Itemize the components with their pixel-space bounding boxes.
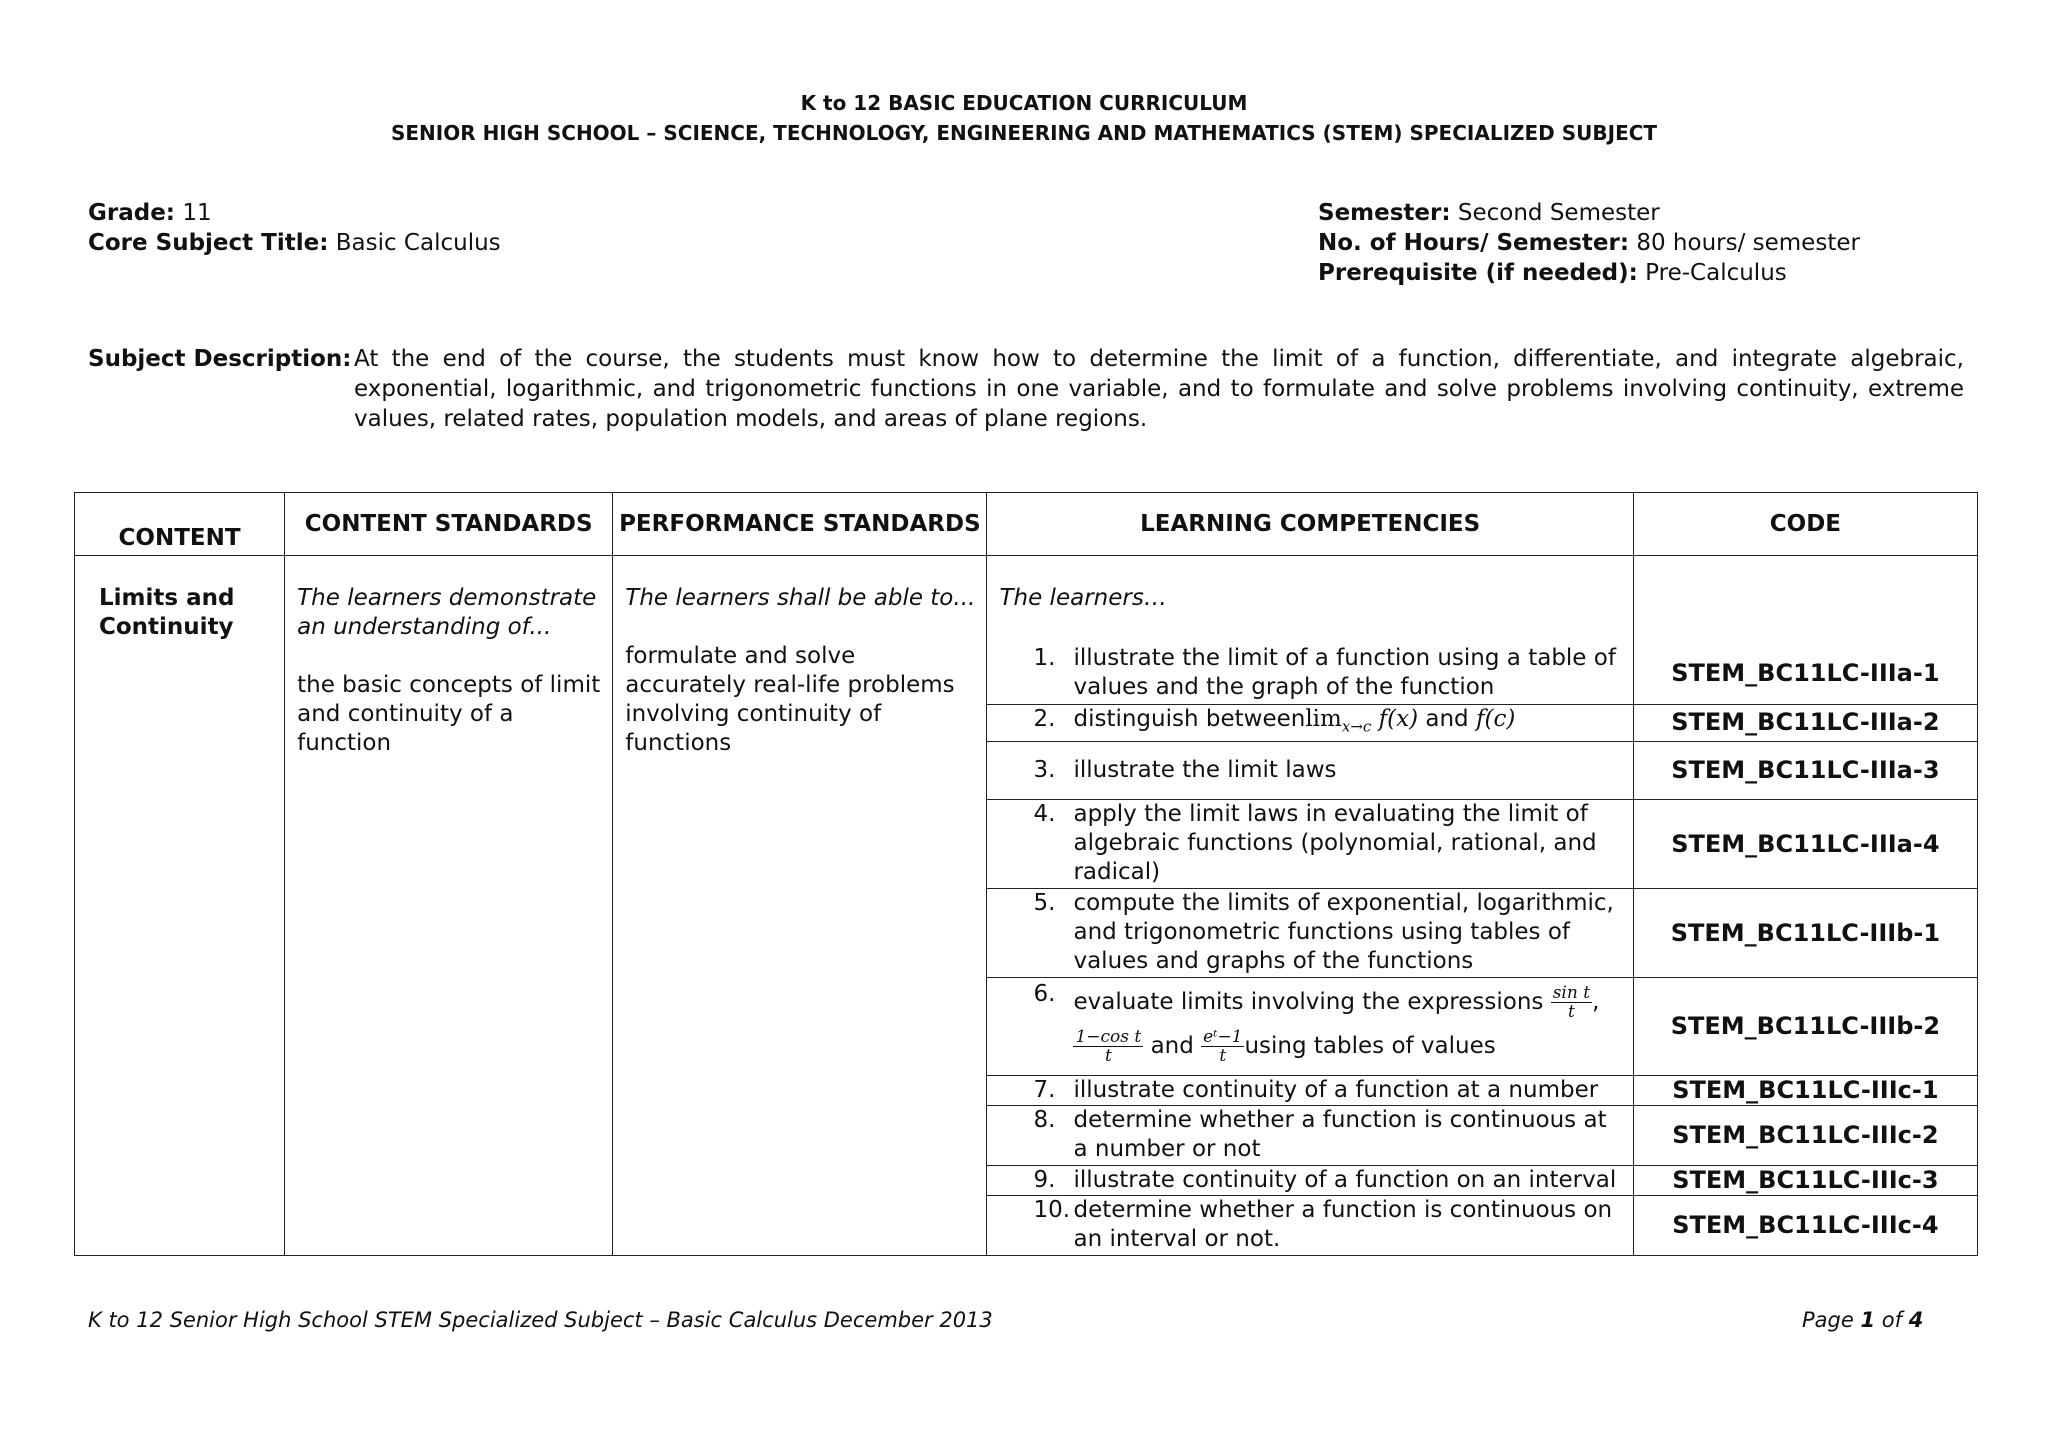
description-text: At the end of the course, the students must know how to determine the limit of a function, differentiate, and integrate algebraic, exponential, logarithmic, and trigonometric functions in one variable, and to formulate and solve problems involving continuity, extreme values, related rates, population models, and areas of plane regions. xyxy=(354,346,1964,432)
page-total: 4 xyxy=(1908,1308,1924,1332)
competency-number: 9. xyxy=(1033,1167,1056,1194)
competency-cell xyxy=(987,704,1633,742)
header-line-2: SENIOR HIGH SCHOOL – SCIENCE, TECHNOLOGY, ENGINEERING AND MATHEMATICS (STEM) SPECIALIZED SUBJECT xyxy=(390,121,1658,145)
semester-value: Second Semester xyxy=(1457,200,1660,226)
competency-text: illustrate the limit laws xyxy=(1073,757,1337,784)
grade-label: Grade: xyxy=(88,200,176,226)
fraction-numerator: eᵗ−1 xyxy=(1203,1027,1243,1048)
meta-left xyxy=(88,198,501,258)
header-code: CODE xyxy=(1633,493,1977,556)
competency-text: determine whether a function is continuous on an interval or not. xyxy=(1073,1197,1613,1253)
subject-value: Basic Calculus xyxy=(335,230,501,256)
competency-cell xyxy=(987,1166,1633,1196)
table-header-row xyxy=(75,493,1978,556)
competency-text xyxy=(1073,705,1624,742)
fraction-sin-t xyxy=(1551,984,1592,1021)
content-standard-text: the basic concepts of limit and continuity of a function xyxy=(297,672,601,756)
math-fc: f(c) xyxy=(1475,705,1516,732)
footer-document-info: K to 12 Senior High School STEM Specialized Subject – Basic Calculus December 2013 xyxy=(88,1308,993,1332)
prereq-value: Pre-Calculus xyxy=(1645,260,1787,286)
competency-cell xyxy=(987,800,1633,889)
competencies-intro-cell xyxy=(987,556,1633,645)
competency-cell xyxy=(987,889,1633,978)
hours-label: No. of Hours/ Semester: xyxy=(1318,230,1630,256)
competency-text: illustrate the limit of a function using a table of values and the graph of the function xyxy=(1073,645,1616,700)
performance-standard-text: formulate and solve accurately real-life problems involving continuity of functions xyxy=(625,643,955,756)
page-prefix: Page xyxy=(1802,1308,1854,1332)
competency-text-part: evaluate limits involving the expressions xyxy=(1073,989,1544,1016)
competency-number: 5. xyxy=(1033,890,1056,917)
competency-code: STEM_BC11LC-IIIc-3 xyxy=(1633,1166,1977,1196)
fraction-numerator: sin t xyxy=(1552,983,1591,1004)
competency-cell xyxy=(987,1106,1633,1166)
competency-text-part: and xyxy=(1150,1033,1194,1060)
competency-number: 1. xyxy=(1033,645,1056,671)
competency-text: evaluate limits involving the expressions $\frac{\text{sin t}}{t}$ , $\frac{\text{1−cos t}}{t}$ and $\frac{\text{eᵗ−1}}{t}$ using tables of values xyxy=(1073,983,1600,1067)
competency-text: apply the limit laws in evaluating the limit of algebraic functions (polynomial, rational, and radical) xyxy=(1073,801,1597,886)
competency-cell xyxy=(987,1196,1633,1256)
math-lim: lim xyxy=(1305,705,1342,732)
fraction-denominator: t xyxy=(1219,1046,1227,1067)
header-learning-competencies: LEARNING COMPETENCIES xyxy=(987,493,1633,556)
competency-text-part: distinguish between xyxy=(1073,705,1306,732)
competency-cell xyxy=(987,978,1633,1076)
competency-text-part: and xyxy=(1425,705,1469,732)
competency-code: STEM_BC11LC-IIIa-4 xyxy=(1633,800,1977,889)
competency-text: determine whether a function is continuous at a number or not xyxy=(1073,1107,1607,1163)
competency-text-part: using tables of values xyxy=(1244,1033,1496,1060)
header-line-1: K to 12 BASIC EDUCATION CURRICULUM xyxy=(800,91,1248,115)
competency-number: 7. xyxy=(1033,1077,1056,1104)
competency-text: compute the limits of exponential, logarithmic, and trigonometric functions using tables of values and graphs of the functions xyxy=(1073,890,1614,975)
math-fx: f(x) xyxy=(1378,705,1419,732)
subject-label: Core Subject Title: xyxy=(88,230,329,256)
curriculum-table xyxy=(74,492,1978,1256)
competency-code: STEM_BC11LC-IIIc-4 xyxy=(1633,1196,1977,1256)
header-content-standards: CONTENT STANDARDS xyxy=(285,493,613,556)
competency-code: STEM_BC11LC-IIIa-3 xyxy=(1633,742,1977,800)
competency-text: illustrate continuity of a function on an interval xyxy=(1073,1167,1617,1194)
code-intro-cell xyxy=(1633,556,1977,645)
competency-code: STEM_BC11LC-IIIb-2 xyxy=(1633,978,1977,1076)
subject-description xyxy=(88,344,1964,434)
fraction-denominator: t xyxy=(1104,1046,1112,1067)
competency-number: 8. xyxy=(1033,1107,1056,1134)
competency-code: STEM_BC11LC-IIIa-1 xyxy=(1633,644,1977,704)
document-header xyxy=(0,88,2048,148)
competency-cell xyxy=(987,742,1633,800)
competency-code: STEM_BC11LC-IIIa-2 xyxy=(1633,704,1977,742)
hours-value: 80 hours/ semester xyxy=(1636,230,1860,256)
competency-cell xyxy=(987,1076,1633,1106)
competency-code: STEM_BC11LC-IIIc-2 xyxy=(1633,1106,1977,1166)
performance-standards-cell xyxy=(613,556,987,1256)
competency-cell xyxy=(987,644,1633,704)
fraction-denominator: t xyxy=(1567,1002,1575,1023)
meta-right xyxy=(1318,198,1860,288)
header-content: CONTENT xyxy=(75,493,285,556)
competency-number: 2. xyxy=(1033,705,1056,732)
competency-number: 10. xyxy=(1033,1197,1071,1224)
competency-number: 6. xyxy=(1033,981,1056,1008)
competency-number: 4. xyxy=(1033,801,1056,828)
content-standards-cell xyxy=(285,556,613,1256)
page-of: of xyxy=(1881,1308,1903,1332)
fraction-numerator: 1−cos t xyxy=(1075,1027,1142,1048)
content-standard-intro: The learners demonstrate an understanding of... xyxy=(297,585,597,640)
header-performance-standards: PERFORMANCE STANDARDS xyxy=(613,493,987,556)
page-current: 1 xyxy=(1860,1308,1876,1332)
competency-text: illustrate continuity of a function at a number xyxy=(1073,1077,1599,1104)
competencies-intro: The learners… xyxy=(999,585,1167,611)
competency-number: 3. xyxy=(1033,757,1056,784)
performance-standard-intro: The learners shall be able to... xyxy=(625,585,976,611)
description-label: Subject Description: xyxy=(88,346,352,372)
competency-code: STEM_BC11LC-IIIc-1 xyxy=(1633,1076,1977,1106)
table-row xyxy=(75,556,1978,645)
prereq-label: Prerequisite (if needed): xyxy=(1318,260,1638,286)
fraction-exp-t-minus-one xyxy=(1201,1028,1244,1065)
fraction-one-minus-cos-t xyxy=(1073,1028,1143,1065)
competency-code: STEM_BC11LC-IIIb-1 xyxy=(1633,889,1977,978)
math-lim-subscript: x→c xyxy=(1341,717,1372,736)
grade-value: 11 xyxy=(182,200,212,226)
content-cell: Limits and Continuity xyxy=(75,556,285,1256)
footer-page-number xyxy=(1802,1308,1923,1332)
semester-label: Semester: xyxy=(1318,200,1451,226)
